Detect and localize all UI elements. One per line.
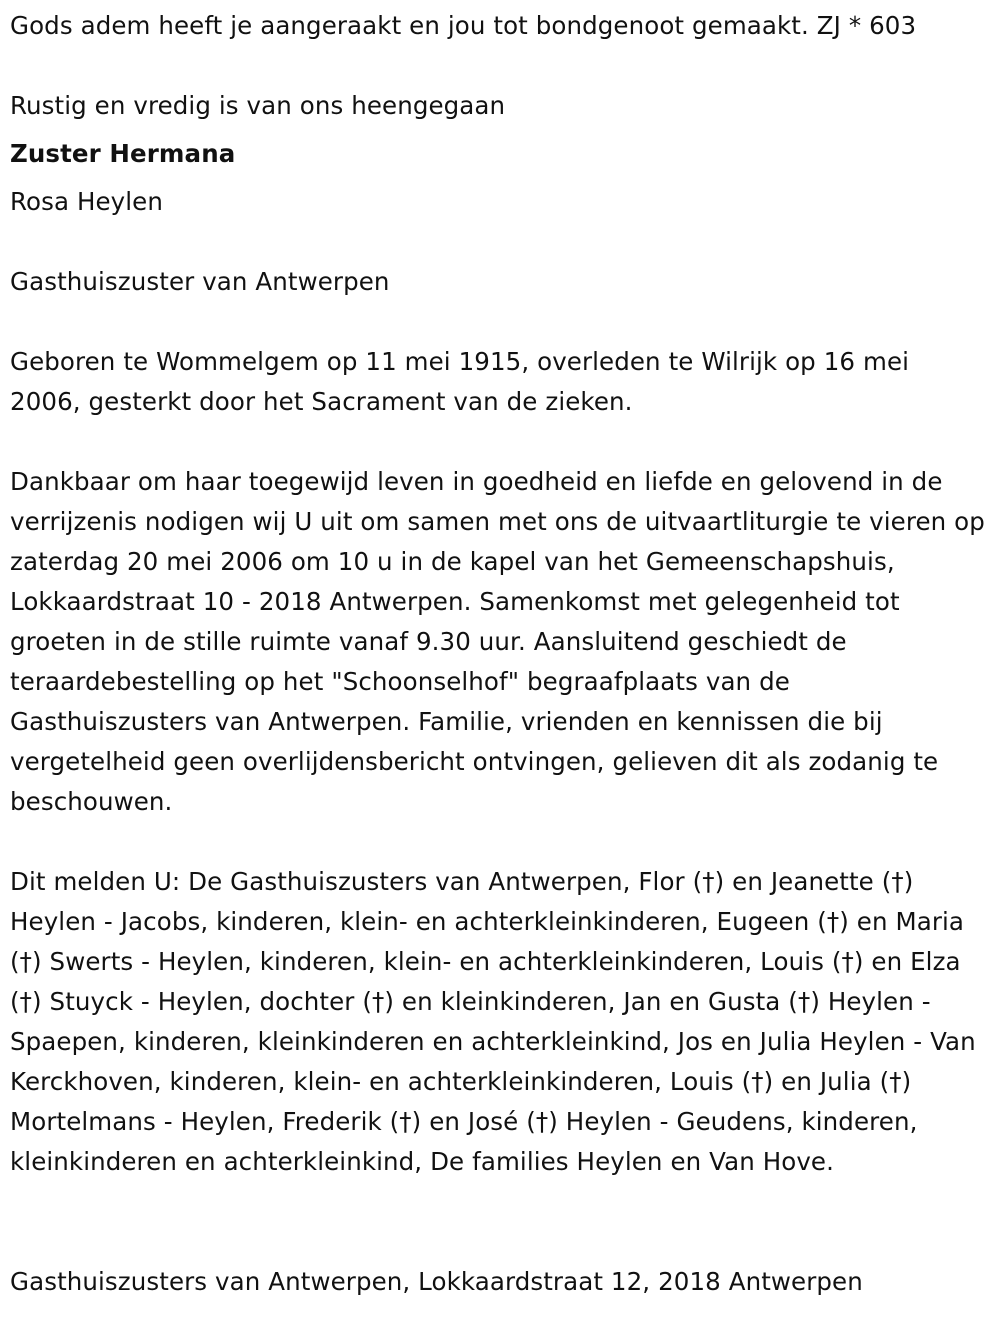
congregation-line: Gasthuiszuster van Antwerpen <box>10 267 390 296</box>
family-paragraph: Dit melden U: De Gasthuiszusters van Antwerpen, Flor (†) en Jeanette (†) Heylen - Jacobs, kinderen, klein- en achterkleinkinderen, Eugeen (†) en Maria (†) Swerts - Heylen, kinderen, klein- en achterkleinkinderen, Louis (†) en Elza (†) Stuyck - Heylen, dochter (†) en kleinkinderen, Jan en Gusta (†) Heylen - Spaepen, kinderen, kleinkinderen en achterkleinkind, Jos en Julia Heylen - Van Kerckhoven, kinderen, klein- en achterkleinkinderen, Louis (†) en Julia (†) Mortelmans - Heylen, Frederik (†) en José (†) Heylen - Geudens, kinderen, kleinkinderen en achterkleinkind, De families Heylen en Van Hove. <box>10 867 976 1176</box>
deceased-name: Zuster Hermana <box>10 139 236 168</box>
funeral-notice-paragraph: Dankbaar om haar toegewijd leven in goedheid en liefde en gelovend in de verrijzenis nodigen wij U uit om samen met ons de uitvaartliturgie te vieren op zaterdag 20 mei 2006 om 10 u in de kapel van het Gemeenschapshuis, Lokkaardstraat 10 - 2018 Antwerpen. Samenkomst met gelegenheid tot groeten in de stille ruimte vanaf 9.30 uur. Aansluitend geschiedt de teraardebestelling op het "Schoonselhof" begraafplaats van de Gasthuiszusters van Antwerpen. Familie, vrienden en kennissen die bij vergetelheid geen overlijdensbericht ontvingen, gelieven dit als zodanig te beschouwen. <box>10 467 985 816</box>
birth-name: Rosa Heylen <box>10 187 163 216</box>
birth-death-paragraph: Geboren te Wommelgem op 11 mei 1915, overleden te Wilrijk op 16 mei 2006, gesterkt door het Sacrament van de zieken. <box>10 347 910 416</box>
motto-line: Gods adem heeft je aangeraakt en jou tot bondgenoot gemaakt. ZJ * 603 <box>10 11 917 40</box>
intro-line: Rustig en vredig is van ons heengegaan <box>10 91 506 120</box>
address-line: Gasthuiszusters van Antwerpen, Lokkaardstraat 12, 2018 Antwerpen <box>10 1267 863 1296</box>
